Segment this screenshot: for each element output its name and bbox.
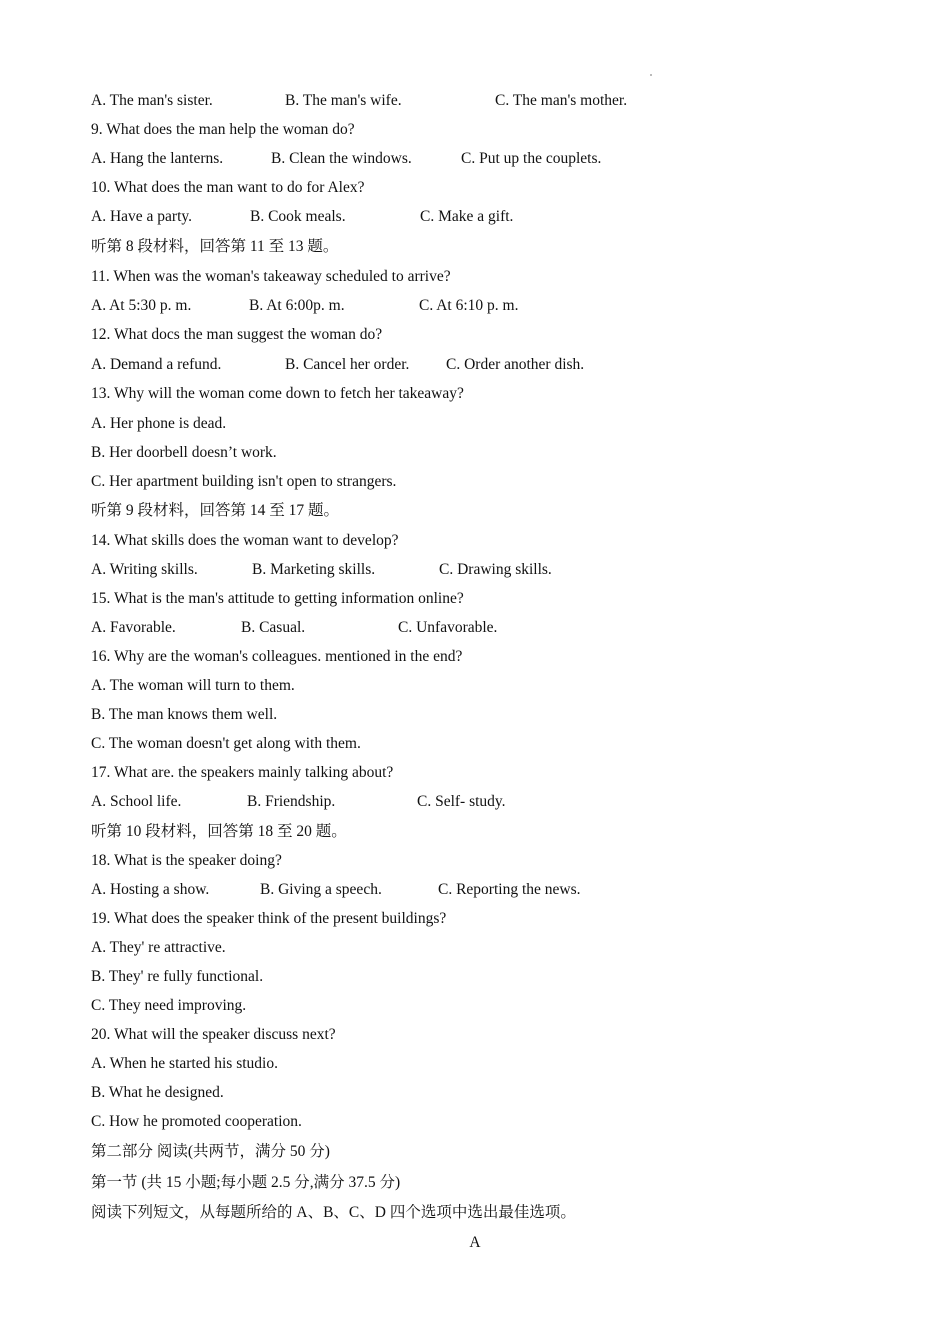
answer-option: A. Writing skills. <box>91 561 198 578</box>
text-line: 听第 8 段材料，回答第 11 至 13 题。 <box>91 238 339 255</box>
answer-option: B. Cancel her order. <box>285 356 410 373</box>
answer-option: C. Unfavorable. <box>398 619 498 636</box>
question-text: 16. Why are the woman's colleagues. mentioned in the end? <box>91 648 463 665</box>
option-row <box>91 618 871 638</box>
text-line: A. When he started his studio. <box>91 1055 278 1072</box>
passage-heading: A <box>469 1234 481 1251</box>
question-text: 20. What will the speaker discuss next? <box>91 1026 336 1043</box>
question-text: 9. What does the man help the woman do? <box>91 121 355 138</box>
stray-mark <box>650 74 652 76</box>
answer-option: B. At 6:00p. m. <box>249 297 345 314</box>
question-text: 11. When was the woman's takeaway scheduled to arrive? <box>91 268 451 285</box>
answer-option: A. Hosting a show. <box>91 881 210 898</box>
text-line: B. They' re fully functional. <box>91 968 264 985</box>
text-line: B. What he designed. <box>91 1084 224 1101</box>
answer-option: A. School life. <box>91 793 182 810</box>
text-line: C. They need improving. <box>91 997 247 1014</box>
question-text: 12. What docs the man suggest the woman do? <box>91 326 383 343</box>
answer-option: C. Reporting the news. <box>438 881 581 898</box>
answer-option: A. Have a party. <box>91 208 192 225</box>
option-row <box>91 355 871 375</box>
option-row <box>91 880 871 900</box>
text-line: B. Her doorbell doesn’t work. <box>91 444 277 461</box>
answer-option: A. Favorable. <box>91 619 176 636</box>
option-row <box>91 207 871 227</box>
text-line: C. The woman doesn't get along with them. <box>91 735 361 752</box>
text-line: B. The man knows them well. <box>91 706 278 723</box>
answer-option: A. The man's sister. <box>91 92 213 109</box>
option-row <box>91 296 871 316</box>
question-text: 18. What is the speaker doing? <box>91 852 282 869</box>
question-text: 13. Why will the woman come down to fetch her takeaway? <box>91 385 464 402</box>
answer-option: B. Friendship. <box>247 793 336 810</box>
option-row <box>91 91 871 111</box>
question-text: 19. What does the speaker think of the present buildings? <box>91 910 447 927</box>
text-line: A. They' re attractive. <box>91 939 226 956</box>
answer-option: B. Cook meals. <box>250 208 346 225</box>
answer-option: A. Demand a refund. <box>91 356 222 373</box>
answer-option: B. Clean the windows. <box>271 150 412 167</box>
answer-option: C. Make a gift. <box>420 208 514 225</box>
text-line: A. Her phone is dead. <box>91 415 227 432</box>
question-text: 15. What is the man's attitude to getting information online? <box>91 590 464 607</box>
question-text: 14. What skills does the woman want to develop? <box>91 532 399 549</box>
answer-option: B. Marketing skills. <box>252 561 376 578</box>
answer-option: B. The man's wife. <box>285 92 402 109</box>
text-line: A. The woman will turn to them. <box>91 677 295 694</box>
answer-option: C. Order another dish. <box>446 356 585 373</box>
text-line: 第二部分 阅读(共两节，满分 50 分) <box>91 1143 330 1160</box>
answer-option: C. The man's mother. <box>495 92 628 109</box>
answer-option: B. Casual. <box>241 619 306 636</box>
answer-option: A. At 5:30 p. m. <box>91 297 192 314</box>
text-line: 听第 9 段材料，回答第 14 至 17 题。 <box>91 502 340 519</box>
text-line: 听第 10 段材料，回答第 18 至 20 题。 <box>91 823 347 840</box>
question-text: 17. What are. the speakers mainly talking about? <box>91 764 394 781</box>
text-line: C. How he promoted cooperation. <box>91 1113 302 1130</box>
option-row <box>91 560 871 580</box>
answer-option: C. Drawing skills. <box>439 561 552 578</box>
text-line: 阅读下列短文，从每题所给的 A、B、C、D 四个选项中选出最佳选项。 <box>91 1204 576 1221</box>
answer-option: C. Self- study. <box>417 793 506 810</box>
answer-option: C. At 6:10 p. m. <box>419 297 519 314</box>
text-line: 第一节 (共 15 小题;每小题 2.5 分,满分 37.5 分) <box>91 1174 401 1191</box>
question-text: 10. What does the man want to do for Alex? <box>91 179 365 196</box>
answer-option: B. Giving a speech. <box>260 881 382 898</box>
answer-option: C. Put up the couplets. <box>461 150 602 167</box>
option-row <box>91 149 871 169</box>
answer-option: A. Hang the lanterns. <box>91 150 224 167</box>
text-line: C. Her apartment building isn't open to strangers. <box>91 473 397 490</box>
option-row <box>91 792 871 812</box>
